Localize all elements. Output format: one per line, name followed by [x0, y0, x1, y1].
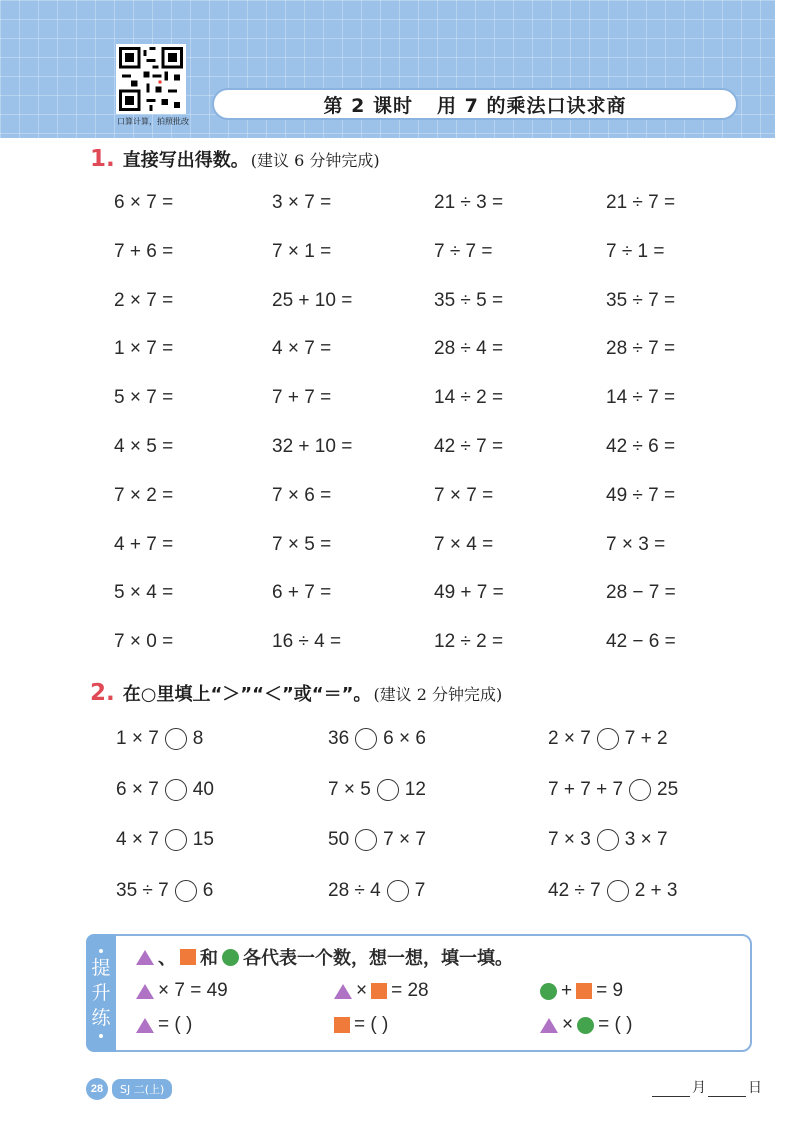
- comparison-right: 6: [202, 879, 214, 901]
- arithmetic-problem[interactable]: 7 + 7 =: [272, 387, 332, 409]
- circle-icon: [577, 1017, 594, 1034]
- answer-circle[interactable]: [629, 779, 651, 801]
- square-icon: [576, 983, 592, 999]
- comparison-left: 2 × 7: [548, 728, 591, 749]
- arithmetic-problem[interactable]: 12 ÷ 2 =: [434, 631, 504, 653]
- arithmetic-problem[interactable]: 4 × 7 =: [272, 338, 332, 360]
- practice-label: [86, 934, 116, 1052]
- arithmetic-problem[interactable]: 7 × 4 =: [434, 533, 494, 555]
- comparison-right: 3 × 7: [624, 829, 668, 850]
- arithmetic-problem[interactable]: 7 ÷ 1 =: [606, 240, 665, 262]
- square-icon: [334, 1017, 350, 1033]
- arithmetic-problem[interactable]: 28 ÷ 7 =: [606, 338, 676, 360]
- comparison-left: 35 ÷ 7: [116, 879, 169, 901]
- comparison-right: 7 + 2: [624, 728, 668, 749]
- arithmetic-problem[interactable]: 7 × 0 =: [114, 631, 174, 653]
- comparison-right: 25: [657, 778, 679, 800]
- section-2-hint: (建议 2 分钟完成): [373, 685, 503, 704]
- section-1-title: [90, 146, 380, 172]
- answer-circle[interactable]: [377, 779, 399, 801]
- answer-blank[interactable]: = ( ): [598, 1014, 633, 1035]
- practice-separator: 、: [158, 948, 176, 969]
- arithmetic-problem[interactable]: 42 ÷ 6 =: [606, 436, 676, 457]
- arithmetic-problem[interactable]: 7 × 2 =: [114, 484, 174, 506]
- grade-label: SJ 二(上): [112, 1079, 172, 1099]
- comparison-problem: [548, 779, 678, 801]
- arithmetic-problem[interactable]: 3 × 7 =: [272, 192, 332, 213]
- section-1-text: 直接写出得数。: [122, 150, 249, 171]
- arithmetic-problem[interactable]: 7 × 6 =: [272, 484, 332, 506]
- arithmetic-problem[interactable]: 42 − 6 =: [606, 631, 676, 653]
- arithmetic-problem[interactable]: 7 × 5 =: [272, 533, 332, 555]
- arithmetic-problem[interactable]: 2 × 7 =: [114, 289, 174, 311]
- circle-icon: [222, 949, 239, 966]
- arithmetic-problem[interactable]: 14 ÷ 2 =: [434, 387, 504, 409]
- arithmetic-problem[interactable]: 1 × 7 =: [114, 338, 174, 360]
- lesson-title-bar: [212, 88, 738, 120]
- triangle-icon: [334, 984, 352, 999]
- comparison-right: 15: [192, 829, 214, 850]
- arithmetic-problem[interactable]: 6 × 7 =: [114, 192, 174, 213]
- equation-op: ×: [562, 1014, 574, 1035]
- arithmetic-problem[interactable]: 25 + 10 =: [272, 289, 353, 311]
- arithmetic-problem[interactable]: 35 ÷ 7 =: [606, 289, 676, 311]
- arithmetic-problem[interactable]: 4 + 7 =: [114, 533, 174, 555]
- arithmetic-problem[interactable]: 32 + 10 =: [272, 436, 353, 457]
- page-badge: [86, 1078, 172, 1100]
- comparison-problem: [548, 829, 668, 851]
- comparison-problem: [116, 829, 214, 851]
- day-blank[interactable]: [708, 1083, 746, 1097]
- practice-answer[interactable]: [536, 1014, 632, 1036]
- month-blank[interactable]: [652, 1083, 690, 1097]
- arithmetic-problem[interactable]: 14 ÷ 7 =: [606, 387, 676, 409]
- triangle-icon: [136, 1018, 154, 1033]
- lesson-number: 第 2 课时: [323, 94, 413, 117]
- arithmetic-problem[interactable]: 28 − 7 =: [606, 582, 676, 604]
- arithmetic-problem[interactable]: 21 ÷ 3 =: [434, 192, 504, 213]
- equation-text: = 9: [596, 980, 624, 1001]
- answer-circle[interactable]: [355, 728, 377, 750]
- comparison-problem: [328, 829, 426, 851]
- lesson-title: 用 7 的乘法口诀求商: [437, 94, 627, 117]
- answer-circle[interactable]: [597, 728, 619, 750]
- equation-op: +: [561, 980, 573, 1001]
- arithmetic-problem[interactable]: 7 × 7 =: [434, 484, 494, 506]
- comparison-right: 12: [404, 778, 426, 800]
- practice-equation: [330, 980, 429, 1002]
- comparison-left: 7 + 7 + 7: [548, 778, 624, 800]
- section-1-hint: (建议 6 分钟完成): [250, 151, 380, 170]
- square-icon: [180, 949, 196, 965]
- section-1-number: 1.: [90, 146, 115, 172]
- comparison-problem: [116, 779, 214, 801]
- triangle-icon: [540, 1018, 558, 1033]
- comparison-left: 1 × 7: [116, 728, 159, 749]
- arithmetic-problem[interactable]: 42 ÷ 7 =: [434, 436, 504, 457]
- practice-intro: [132, 944, 513, 970]
- arithmetic-problem[interactable]: 6 + 7 =: [272, 582, 332, 604]
- answer-circle[interactable]: [355, 829, 377, 851]
- comparison-problem: [116, 880, 213, 902]
- arithmetic-problem[interactable]: 7 + 6 =: [114, 240, 174, 262]
- comparison-left: 50: [328, 829, 350, 850]
- comparison-left: 28 ÷ 4: [328, 879, 381, 901]
- comparison-right: 6 × 6: [383, 728, 426, 749]
- arithmetic-problem[interactable]: 7 × 3 =: [606, 533, 666, 555]
- practice-answer[interactable]: [132, 1014, 192, 1036]
- page-number: 28: [86, 1078, 108, 1100]
- arithmetic-problem[interactable]: 35 ÷ 5 =: [434, 289, 504, 311]
- practice-equation: [536, 980, 623, 1002]
- comparison-problem: [328, 728, 426, 750]
- arithmetic-problem[interactable]: 5 × 4 =: [114, 582, 174, 604]
- arithmetic-problem[interactable]: 16 ÷ 4 =: [272, 631, 342, 653]
- answer-blank[interactable]: = ( ): [158, 1014, 193, 1035]
- arithmetic-problem[interactable]: 28 ÷ 4 =: [434, 338, 504, 360]
- comparison-problem: [116, 728, 203, 750]
- section-2-title: [90, 680, 502, 706]
- date-fields: [650, 1077, 762, 1097]
- comparison-problem: [548, 880, 677, 902]
- comparison-left: 4 × 7: [116, 829, 159, 850]
- section-2-number: 2.: [90, 680, 115, 706]
- answer-circle[interactable]: [597, 829, 619, 851]
- comparison-problem: [328, 779, 426, 801]
- comparison-right: 40: [192, 778, 214, 800]
- answer-circle[interactable]: [175, 880, 197, 902]
- comparison-problem: [548, 728, 668, 750]
- practice-label-char: 提: [91, 956, 111, 979]
- answer-blank[interactable]: = ( ): [354, 1014, 389, 1035]
- arithmetic-problem[interactable]: 21 ÷ 7 =: [606, 192, 676, 213]
- answer-circle[interactable]: [387, 880, 409, 902]
- arithmetic-problem[interactable]: 5 × 7 =: [114, 387, 174, 409]
- day-label: 日: [748, 1080, 762, 1096]
- circle-icon: [540, 983, 557, 1000]
- arithmetic-problem[interactable]: 49 + 7 =: [434, 582, 504, 604]
- arithmetic-problem[interactable]: 7 ÷ 7 =: [434, 240, 493, 262]
- equation-text: = 28: [391, 980, 429, 1001]
- comparison-left: 6 × 7: [116, 778, 159, 800]
- comparison-problem: [328, 880, 425, 902]
- practice-intro-text: 各代表一个数，想一想，填一填。: [243, 948, 513, 969]
- equation-op: ×: [356, 980, 368, 1001]
- qr-caption: 口算计算，拍照批改: [117, 117, 189, 126]
- arithmetic-problem[interactable]: 7 × 1 =: [272, 240, 332, 262]
- practice-equation: [132, 980, 228, 1002]
- practice-and: 和: [200, 948, 218, 969]
- comparison-right: 7 × 7: [383, 829, 426, 850]
- equation-text: × 7 = 49: [158, 980, 228, 1001]
- triangle-icon: [136, 950, 154, 965]
- comparison-left: 7 × 3: [548, 829, 591, 850]
- practice-answer[interactable]: [330, 1014, 388, 1036]
- comparison-left: 42 ÷ 7: [548, 879, 601, 901]
- section-2-text: 在○里填上“＞”“＜”或“＝”。: [122, 684, 372, 705]
- arithmetic-problem[interactable]: 4 × 5 =: [114, 436, 174, 457]
- square-icon: [371, 983, 387, 999]
- answer-circle[interactable]: [165, 728, 187, 750]
- comparison-right: 7: [414, 879, 426, 901]
- comparison-left: 7 × 5: [328, 778, 371, 800]
- answer-circle[interactable]: [165, 829, 187, 851]
- practice-label-char: 练: [91, 1006, 111, 1029]
- comparison-right: 8: [192, 728, 204, 749]
- month-label: 月: [692, 1080, 706, 1096]
- answer-circle[interactable]: [165, 779, 187, 801]
- comparison-left: 36: [328, 728, 350, 749]
- arithmetic-problem[interactable]: 49 ÷ 7 =: [606, 484, 676, 506]
- answer-circle[interactable]: [607, 880, 629, 902]
- comparison-right: 2 + 3: [634, 879, 678, 901]
- triangle-icon: [136, 984, 154, 999]
- qr-code-icon[interactable]: [116, 44, 186, 114]
- practice-label-char: 升: [91, 981, 111, 1004]
